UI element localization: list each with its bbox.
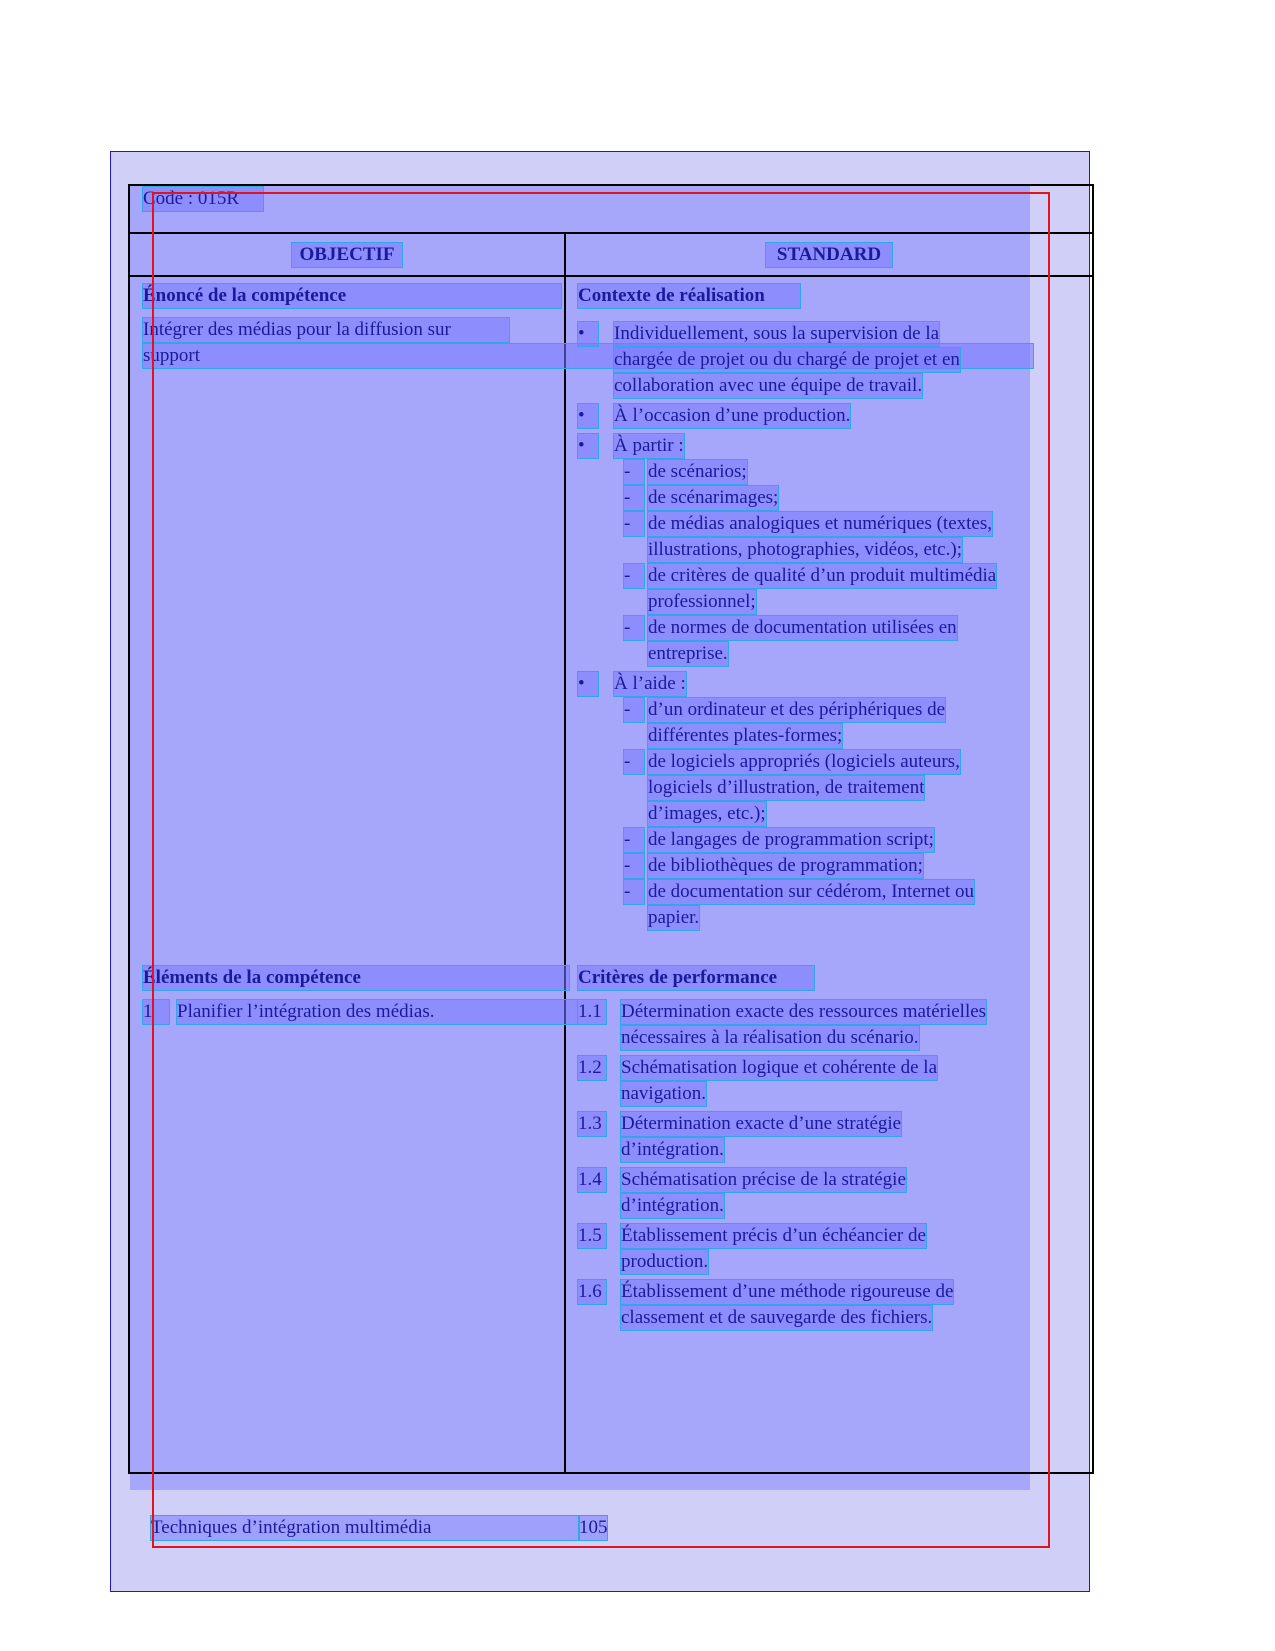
footer-program: Techniques d’intégration multimédia <box>151 1516 579 1540</box>
column-header-objective: OBJECTIF <box>292 243 402 267</box>
criterion-line: Détermination exacte d’une stratégie <box>621 1113 902 1134</box>
context-line: différentes plates-formes; <box>648 725 843 746</box>
elements-heading: Éléments de la compétence <box>143 966 569 990</box>
criterion-line: Établissement d’une méthode rigoureuse de <box>621 1281 954 1302</box>
criterion-line: d’intégration. <box>621 1195 724 1216</box>
table-border-top <box>128 184 1093 186</box>
context-line: collaboration avec une équipe de travail. <box>614 375 923 396</box>
dash-marker: - <box>624 616 644 640</box>
table-border-right <box>1092 184 1094 1474</box>
dash-marker: - <box>624 828 644 852</box>
context-line: Individuellement, sous la supervision de la <box>614 323 940 344</box>
criterion-number: 1.2 <box>578 1056 606 1080</box>
dash-marker: - <box>624 698 644 722</box>
element-number: 1 <box>143 1000 169 1024</box>
bullet-marker: • <box>578 404 598 428</box>
footer-page-number: 105 <box>579 1517 608 1538</box>
dash-marker: - <box>624 486 644 510</box>
table-border-left <box>128 184 130 1474</box>
bullet-marker: • <box>578 672 598 696</box>
context-line: papier. <box>648 907 700 928</box>
dash-marker: - <box>624 750 644 774</box>
criterion-number: 1.6 <box>578 1280 606 1304</box>
table-border-bottom <box>128 1472 1093 1474</box>
context-line: de logiciels appropriés (logiciels auteurs, <box>648 751 960 772</box>
criteria-heading: Critères de performance <box>578 966 814 990</box>
context-line: logiciels d’illustration, de traitement <box>648 777 925 798</box>
dash-marker: - <box>624 460 644 484</box>
dash-marker: - <box>624 512 644 536</box>
context-line: de scénarimages; <box>648 487 779 508</box>
column-header-divider <box>128 275 1093 277</box>
criterion-number: 1.1 <box>578 1000 606 1024</box>
column-header-standard: STANDARD <box>766 243 892 267</box>
criterion-line: Schématisation précise de la stratégie <box>621 1169 906 1190</box>
context-heading: Contexte de réalisation <box>578 284 800 308</box>
context-line: chargée de projet ou du chargé de projet et en <box>614 349 960 370</box>
criterion-number: 1.5 <box>578 1224 606 1248</box>
context-line: de scénarios; <box>648 461 747 482</box>
context-line: professionnel; <box>648 591 756 612</box>
competency-statement-line: support <box>143 344 1033 368</box>
context-line: illustrations, photographies, vidéos, etc.); <box>648 539 962 560</box>
context-line: d’un ordinateur et des périphériques de <box>648 699 946 720</box>
bullet-marker: • <box>578 322 598 346</box>
context-line: À l’occasion d’une production. <box>614 405 851 426</box>
context-line: de documentation sur cédérom, Internet ou <box>648 881 975 902</box>
criterion-line: d’intégration. <box>621 1139 724 1160</box>
criterion-line: nécessaires à la réalisation du scénario. <box>621 1027 919 1048</box>
dash-marker: - <box>624 854 644 878</box>
dash-marker: - <box>624 880 644 904</box>
context-line: À l’aide : <box>614 673 686 694</box>
criterion-line: navigation. <box>621 1083 706 1104</box>
element-text: Planifier l’intégration des médias. <box>177 1000 577 1024</box>
context-line: de bibliothèques de programmation; <box>648 855 923 876</box>
column-divider <box>564 232 566 1474</box>
criterion-line: Détermination exacte des ressources matérielles <box>621 1001 987 1022</box>
context-line: d’images, etc.); <box>648 803 766 824</box>
context-line: de médias analogiques et numériques (textes, <box>648 513 993 534</box>
context-line: À partir : <box>614 435 684 456</box>
criterion-number: 1.4 <box>578 1168 606 1192</box>
bullet-marker: • <box>578 434 598 458</box>
code-label: Code : 015R <box>143 187 263 211</box>
criterion-line: Établissement précis d’un échéancier de <box>621 1225 926 1246</box>
header-divider <box>128 232 1093 234</box>
context-line: entreprise. <box>648 643 728 664</box>
criterion-line: classement et de sauvegarde des fichiers. <box>621 1307 933 1328</box>
criterion-number: 1.3 <box>578 1112 606 1136</box>
competency-statement-line: Intégrer des médias pour la diffusion sur <box>143 318 509 342</box>
dash-marker: - <box>624 564 644 588</box>
competency-heading: Énoncé de la compétence <box>143 284 561 308</box>
criterion-line: Schématisation logique et cohérente de la <box>621 1057 938 1078</box>
context-line: de normes de documentation utilisées en <box>648 617 957 638</box>
context-line: de langages de programmation script; <box>648 829 934 850</box>
criterion-line: production. <box>621 1251 709 1272</box>
context-line: de critères de qualité d’un produit multimédia <box>648 565 997 586</box>
